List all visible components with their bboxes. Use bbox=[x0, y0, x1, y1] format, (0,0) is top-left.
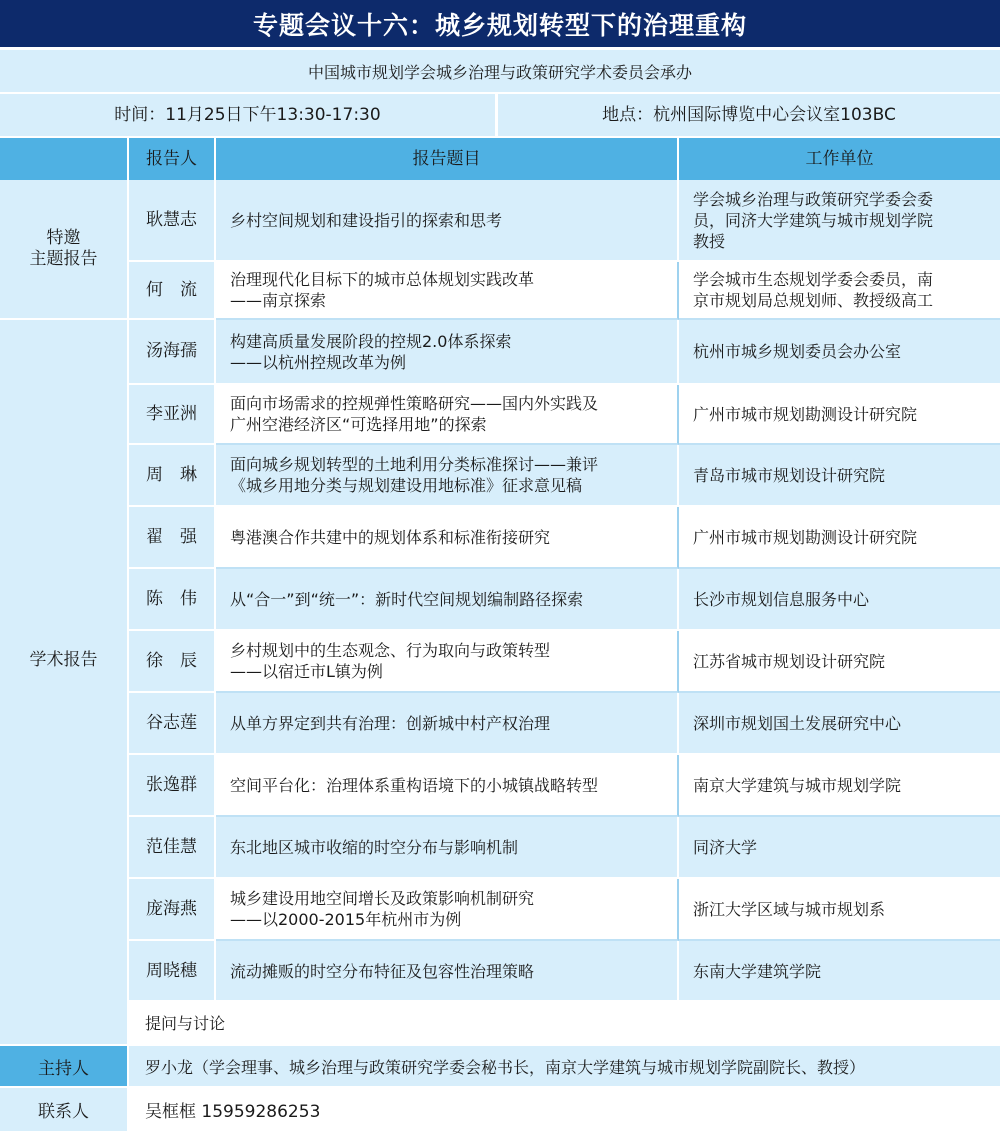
report-title-line: 《城乡用地分类与规划建设用地标准》征求意见稿 bbox=[230, 476, 583, 495]
work-unit-line: 青岛市城市规划设计研究院 bbox=[693, 465, 886, 485]
work-unit-line: 广州市城市规划勘测设计研究院 bbox=[693, 404, 918, 424]
report-title bbox=[216, 879, 679, 941]
page-title: 专题会议十六：城乡规划转型下的治理重构 bbox=[0, 0, 1000, 47]
report-title-line: 城乡建设用地空间增长及政策影响机制研究 bbox=[230, 889, 535, 908]
report-title-line: 广州空港经济区“可选择用地”的探索 bbox=[230, 415, 487, 434]
work-unit bbox=[679, 817, 1000, 879]
report-title-line: 流动摊贩的时空分布特征及包容性治理策略 bbox=[230, 961, 535, 981]
contact-value: 吴框框 15959286253 bbox=[145, 1102, 321, 1122]
work-unit bbox=[679, 507, 1000, 569]
work-unit-line: 南京大学建筑与城市规划学院 bbox=[693, 775, 902, 795]
discussion-row bbox=[0, 1000, 1000, 1044]
speaker-name: 谷志莲 bbox=[129, 693, 216, 755]
report-title bbox=[216, 385, 679, 445]
work-unit-line: 浙江大学区域与城市规划系 bbox=[693, 899, 886, 919]
report-title bbox=[216, 569, 679, 631]
time-info: 时间：11月25日下午13:30-17:30 bbox=[0, 94, 498, 136]
speaker-name: 张逸群 bbox=[129, 755, 216, 817]
speaker-name: 范佳慧 bbox=[129, 817, 216, 879]
speaker-name: 周 琳 bbox=[129, 445, 216, 507]
host-value: 罗小龙（学会理事、城乡治理与政策研究学委会秘书长，南京大学建筑与城市规划学院副院长、教授） bbox=[145, 1057, 866, 1077]
speaker-name: 周晓穗 bbox=[129, 941, 216, 1003]
report-title bbox=[216, 262, 679, 320]
report-title bbox=[216, 817, 679, 879]
speaker-name: 庞海燕 bbox=[129, 879, 216, 941]
speaker-name: 耿慧志 bbox=[129, 180, 216, 262]
category-keynote bbox=[0, 180, 129, 320]
report-title-line: 从“合一”到“统一”：新时代空间规划编制路径探索 bbox=[230, 589, 584, 609]
contact-row bbox=[0, 1088, 1000, 1131]
report-title-line: ——以杭州控规改革为例 bbox=[230, 352, 407, 372]
work-unit-line: 员，同济大学建筑与城市规划学院 bbox=[693, 210, 934, 230]
work-unit bbox=[679, 879, 1000, 941]
report-title bbox=[216, 507, 679, 569]
report-title bbox=[216, 693, 679, 755]
report-title-line: ——南京探索 bbox=[230, 291, 327, 310]
report-title bbox=[216, 941, 679, 1003]
report-title bbox=[216, 631, 679, 693]
work-unit bbox=[679, 180, 1000, 262]
work-unit-line: 长沙市规划信息服务中心 bbox=[693, 589, 870, 609]
speaker-name: 陈 伟 bbox=[129, 569, 216, 631]
work-unit bbox=[679, 385, 1000, 445]
header-blank bbox=[0, 138, 129, 180]
schedule-table bbox=[0, 138, 1000, 1065]
report-title-line: 从单方界定到共有治理：创新城中村产权治理 bbox=[230, 713, 551, 733]
report-title-line: 空间平台化：治理体系重构语境下的小城镇战略转型 bbox=[230, 775, 599, 795]
category-academic: 学术报告 bbox=[0, 320, 129, 1003]
speaker-name: 汤海孺 bbox=[129, 320, 216, 385]
work-unit bbox=[679, 631, 1000, 693]
work-unit-line: 同济大学 bbox=[693, 837, 758, 857]
report-title-line: 面向市场需求的控规弹性策略研究——国内外实践及 bbox=[230, 394, 599, 413]
host-row bbox=[0, 1046, 1000, 1086]
report-title bbox=[216, 320, 679, 385]
work-unit-line: 学会城市生态规划学委会委员，南 bbox=[693, 270, 934, 289]
category-keynote-line1: 特邀 bbox=[46, 228, 81, 248]
work-unit-line: 广州市城市规划勘测设计研究院 bbox=[693, 527, 918, 547]
work-unit-line: 东南大学建筑学院 bbox=[693, 961, 822, 981]
discussion-label: 提问与讨论 bbox=[145, 1013, 226, 1033]
speaker-name: 何 流 bbox=[129, 262, 216, 320]
work-unit-line: 江苏省城市规划设计研究院 bbox=[693, 651, 886, 671]
work-unit bbox=[679, 755, 1000, 817]
work-unit bbox=[679, 320, 1000, 385]
report-title-line: 乡村规划中的生态观念、行为取向与政策转型 bbox=[230, 641, 551, 660]
work-unit-line: 教授 bbox=[693, 231, 726, 251]
work-unit-line: 深圳市规划国土发展研究中心 bbox=[693, 713, 902, 733]
organizer-line: 中国城市规划学会城乡治理与政策研究学术委员会承办 bbox=[0, 50, 1000, 92]
work-unit bbox=[679, 445, 1000, 507]
report-title-line: ——以宿迁市L镇为例 bbox=[230, 662, 383, 681]
category-keynote-line2: 主题报告 bbox=[29, 249, 98, 269]
contact-label: 联系人 bbox=[0, 1088, 129, 1131]
header-org: 工作单位 bbox=[679, 138, 1000, 180]
work-unit-line: 京市规划局总规划师、教授级高工 bbox=[693, 291, 934, 310]
info-row bbox=[0, 94, 1000, 136]
host-label: 主持人 bbox=[0, 1046, 129, 1086]
speaker-name: 李亚洲 bbox=[129, 385, 216, 445]
work-unit bbox=[679, 941, 1000, 1003]
report-title bbox=[216, 180, 679, 262]
report-title-line: 东北地区城市收缩的时空分布与影响机制 bbox=[230, 837, 519, 857]
discussion-left-blank bbox=[0, 1000, 129, 1044]
header-speaker: 报告人 bbox=[129, 138, 216, 180]
report-title-line: 乡村空间规划和建设指引的探索和思考 bbox=[230, 210, 503, 230]
work-unit-line: 学会城乡治理与政策研究学委会委 bbox=[693, 189, 934, 209]
work-unit-line: 杭州市城乡规划委员会办公室 bbox=[693, 342, 902, 361]
report-title-line: 治理现代化目标下的城市总体规划实践改革 bbox=[230, 270, 535, 289]
speaker-name: 翟 强 bbox=[129, 507, 216, 569]
report-title bbox=[216, 445, 679, 507]
report-title-line: 面向城乡规划转型的土地利用分类标准探讨——兼评 bbox=[230, 455, 599, 474]
work-unit bbox=[679, 262, 1000, 320]
report-title-line: 粤港澳合作共建中的规划体系和标准衔接研究 bbox=[230, 527, 551, 547]
report-title-line: 构建高质量发展阶段的控规2.0体系探索 bbox=[230, 331, 512, 351]
speaker-name: 徐 辰 bbox=[129, 631, 216, 693]
work-unit bbox=[679, 693, 1000, 755]
location-info: 地点：杭州国际博览中心会议室103BC bbox=[602, 104, 896, 125]
header-title: 报告题目 bbox=[216, 138, 679, 180]
report-title-line: ——以2000-2015年杭州市为例 bbox=[230, 910, 462, 929]
report-title bbox=[216, 755, 679, 817]
work-unit bbox=[679, 569, 1000, 631]
